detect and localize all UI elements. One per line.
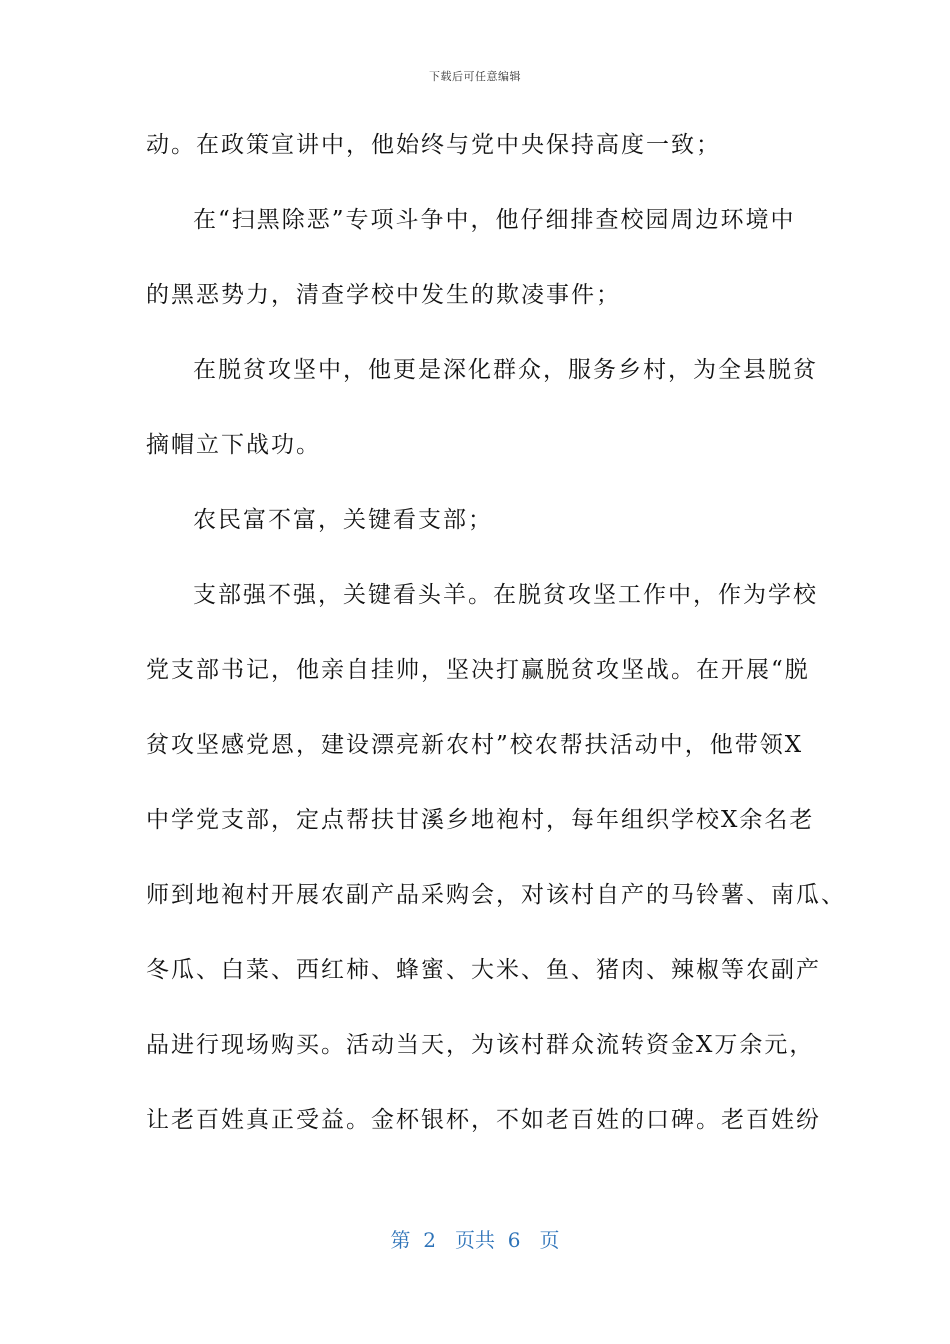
page-number: 第 2 页共 6 页	[390, 1228, 560, 1252]
body-line: 摘帽立下战功。	[146, 432, 321, 458]
body-line: 师到地袍村开展农副产品采购会，对该村自产的马铃薯、南瓜、	[146, 882, 846, 908]
body-line: 动。在政策宣讲中，他始终与党中央保持高度一致；	[146, 132, 721, 158]
body-line: 品进行现场购买。活动当天，为该村群众流转资金X万余元，	[146, 1032, 815, 1058]
body-line: 党支部书记，他亲自挂帅，坚决打赢脱贫攻坚战。在开展“脱	[146, 657, 810, 683]
body-line: 在脱贫攻坚中，他更是深化群众，服务乡村，为全县脱贫	[193, 357, 818, 383]
body-line: 在“扫黑除恶”专项斗争中，他仔细排查校园周边环境中	[193, 207, 796, 233]
body-line: 贫攻坚感党恩，建设漂亮新农村”校农帮扶活动中，他带领X	[146, 732, 804, 758]
body-line: 中学党支部，定点帮扶甘溪乡地袍村，每年组织学校X余名老	[146, 807, 815, 833]
page-header: 下载后可任意编辑	[429, 70, 521, 83]
body-line: 支部强不强，关键看头羊。在脱贫攻坚工作中，作为学校	[193, 582, 818, 608]
body-line: 让老百姓真正受益。金杯银杯，不如老百姓的口碑。老百姓纷	[146, 1107, 821, 1133]
body-line: 农民富不富，关键看支部；	[193, 507, 493, 533]
body-line: 冬瓜、白菜、西红柿、蜂蜜、大米、鱼、猪肉、辣椒等农副产	[146, 957, 821, 983]
body-line: 的黑恶势力，清查学校中发生的欺凌事件；	[146, 282, 621, 308]
